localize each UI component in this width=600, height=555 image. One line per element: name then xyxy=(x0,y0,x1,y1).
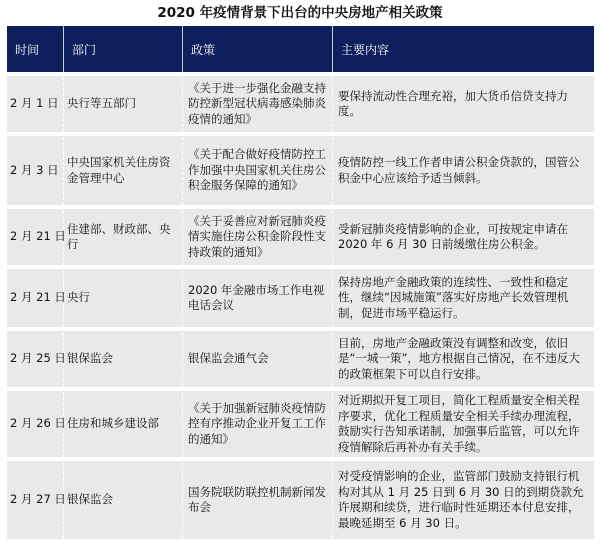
cell-policy: 《关于进一步强化金融支持防控新型冠状病毒感染肺炎疫情的通知》 xyxy=(183,72,333,132)
cell-content: 受新冠肺炎疫情影响的企业，可按规定申请在 2020 年 6 月 30 日前缓缴住房公积金。 xyxy=(333,205,594,265)
cell-policy: 银保监会通气会 xyxy=(183,327,333,387)
header-department: 部门 xyxy=(64,26,183,72)
cell-date: 2 月 21 日 xyxy=(7,265,64,327)
cell-department: 银保监会 xyxy=(64,327,183,387)
cell-content: 保持房地产金融政策的连续性、一致性和稳定性，继续“因城施策”落实好房地产长效管理机制，促进市场平稳运行。 xyxy=(333,265,594,327)
table-row xyxy=(7,387,594,457)
table-row xyxy=(7,72,594,132)
cell-date: 2 月 21 日 xyxy=(7,205,64,265)
table-row xyxy=(7,205,594,265)
header-content: 主要内容 xyxy=(333,26,594,72)
cell-policy: 2020 年金融市场工作电视电话会议 xyxy=(183,265,333,327)
cell-policy: 《关于加强新冠肺炎疫情防控有序推动企业开复工工作的通知》 xyxy=(183,387,333,457)
cell-content: 要保持流动性合理充裕，加大货币信贷支持力度。 xyxy=(333,72,594,132)
cell-content: 对受疫情影响的企业，监管部门鼓励支持银行机构对其从 1 月 25 日到 6 月 30 日的到期贷款允许展期和续贷，进行临时性延期还本付息安排，最晚延期至 6 月 30 日。 xyxy=(333,457,594,539)
cell-date: 2 月 25 日 xyxy=(7,327,64,387)
table-row xyxy=(7,265,594,327)
table-row xyxy=(7,327,594,387)
cell-department: 央行 xyxy=(64,265,183,327)
policy-table xyxy=(7,26,594,539)
cell-content: 疫情防控一线工作者申请公积金贷款的，国管公积金中心应该给予适当倾斜。 xyxy=(333,132,594,205)
cell-department: 住建部、财政部、央行 xyxy=(64,205,183,265)
table-row xyxy=(7,132,594,205)
cell-department: 中央国家机关住房资金管理中心 xyxy=(64,132,183,205)
table-row xyxy=(7,457,594,539)
cell-policy: 《关于妥善应对新冠肺炎疫情实施住房公积金阶段性支持政策的通知》 xyxy=(183,205,333,265)
header-row xyxy=(7,26,594,72)
cell-department: 住房和城乡建设部 xyxy=(64,387,183,457)
cell-department: 银保监会 xyxy=(64,457,183,539)
cell-date: 2 月 27 日 xyxy=(7,457,64,539)
cell-content: 目前，房地产金融政策没有调整和改变，依旧是“一城一策”，地方根据自己情况，在不违反大的政策框架下可以自行安排。 xyxy=(333,327,594,387)
table-title: 2020 年疫情背景下出台的中央房地产相关政策 xyxy=(157,5,443,21)
cell-content: 对近期拟开复工项目，简化工程质量安全相关程序要求，优化工程质量安全相关手续办理流程，鼓励实行告知承诺制，加强事后监管，可以允许疫情解除后再补办有关手续。 xyxy=(333,387,594,457)
cell-date: 2 月 1 日 xyxy=(7,72,64,132)
header-policy: 政策 xyxy=(183,26,333,72)
cell-department: 央行等五部门 xyxy=(64,72,183,132)
cell-date: 2 月 3 日 xyxy=(7,132,64,205)
cell-date: 2 月 26 日 xyxy=(7,387,64,457)
cell-policy: 国务院联防联控机制新闻发布会 xyxy=(183,457,333,539)
cell-policy: 《关于配合做好疫情防控工作加强中央国家机关住房公积金服务保障的通知》 xyxy=(183,132,333,205)
header-date: 时间 xyxy=(7,26,64,72)
